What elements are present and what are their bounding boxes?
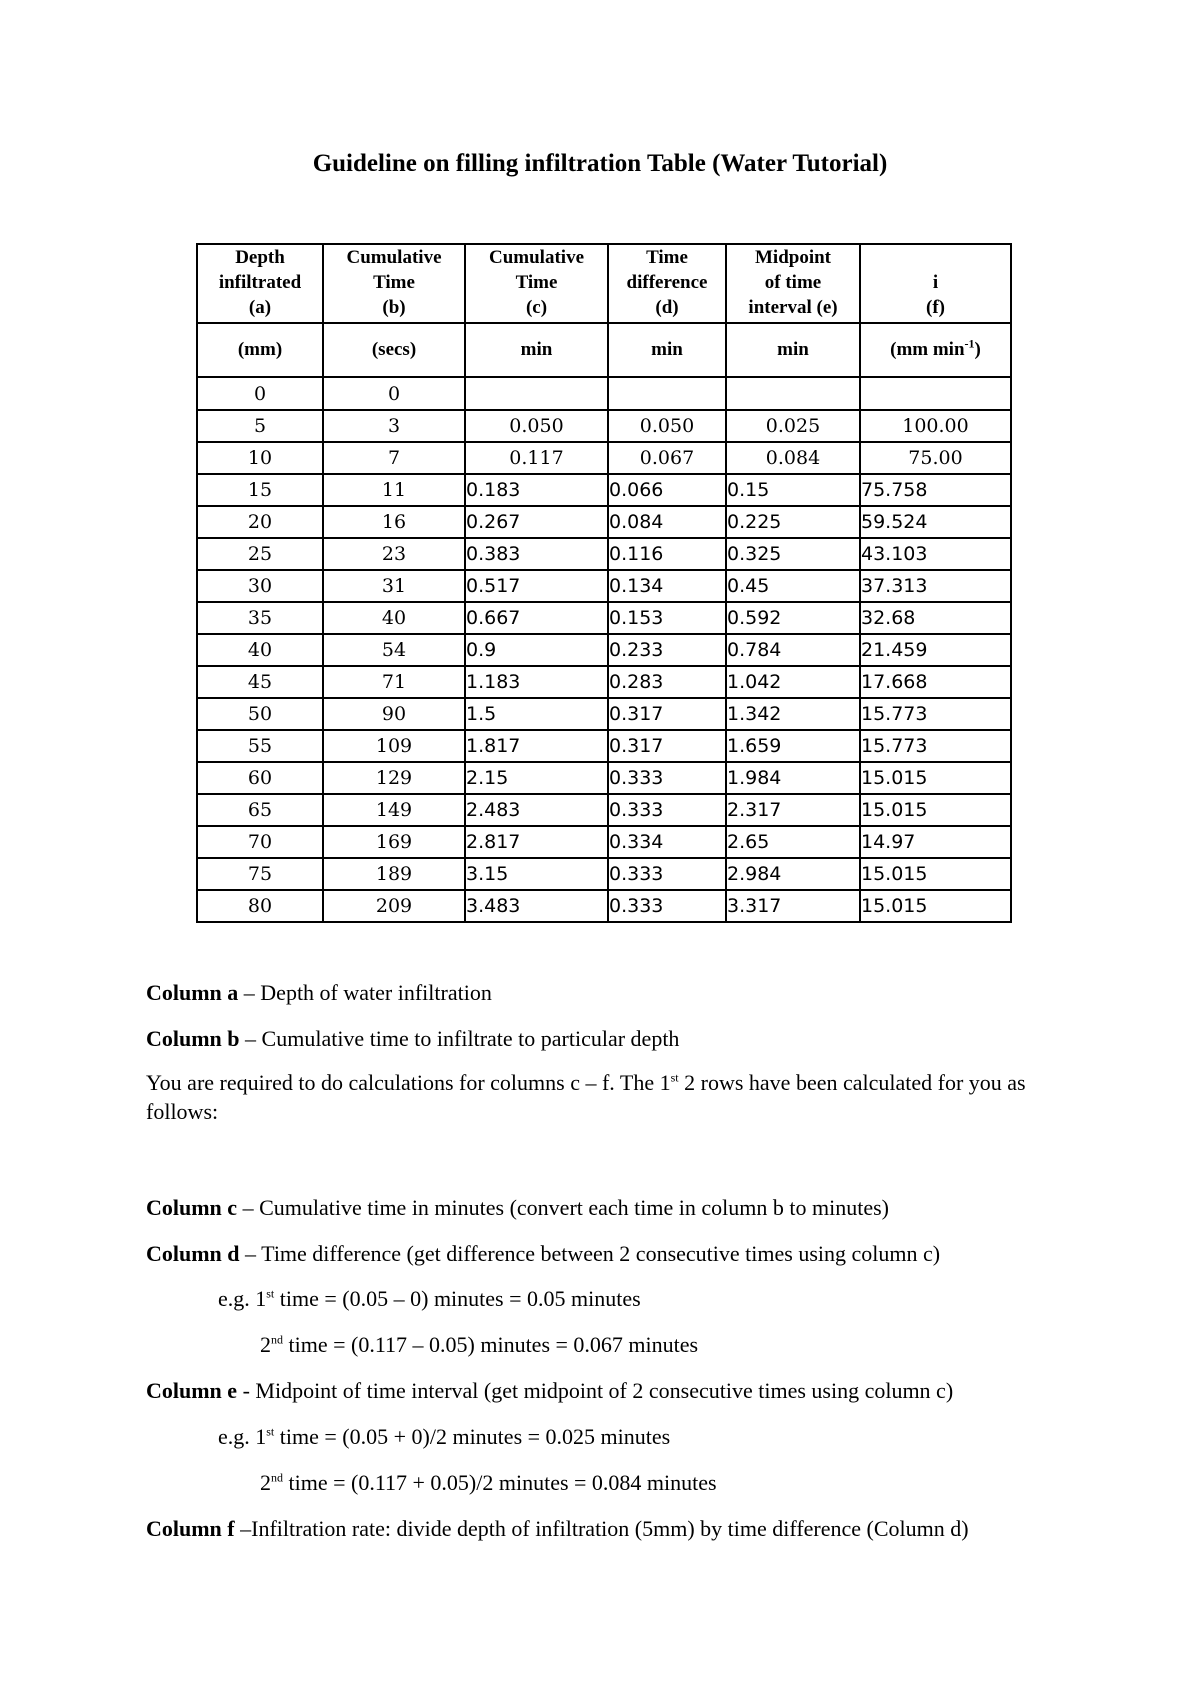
header-line: infiltrated (218, 272, 302, 293)
header-line: (b) (382, 297, 406, 318)
table-row (197, 634, 1011, 666)
header-line: Time (515, 272, 558, 293)
column-a-text: – Depth of water infiltration (238, 980, 492, 1005)
header-line: i (932, 272, 939, 293)
table-body (197, 377, 1011, 922)
table-cell: 40 (323, 602, 465, 634)
instruction-part-2: 2 rows have been calculated for you as follows: (146, 1070, 1026, 1124)
example-number: 2 (260, 1470, 271, 1495)
table-cell: 0.233 (608, 634, 726, 666)
table-row (197, 474, 1011, 506)
header-line: (c) (525, 297, 548, 318)
table-cell: 0.592 (726, 602, 860, 634)
table-cell: 35 (197, 602, 323, 634)
header-line: (f) (926, 297, 945, 318)
table-cell: 60 (197, 762, 323, 794)
table-row (197, 730, 1011, 762)
example-text: time = (0.117 + 0.05)/2 minutes = 0.084 minutes (283, 1470, 717, 1495)
table-cell: 55 (197, 730, 323, 762)
note-column-e (146, 1378, 953, 1404)
table-cell: 30 (197, 570, 323, 602)
table-cell: 11 (323, 474, 465, 506)
header-line: Cumulative (346, 247, 442, 268)
table-cell: 0.025 (726, 410, 860, 442)
header-line: (a) (248, 297, 272, 318)
table-cell: 1.984 (726, 762, 860, 794)
table-cell: 0.117 (465, 442, 608, 474)
table-cell: 209 (323, 890, 465, 922)
table-header (197, 244, 1011, 377)
table-cell: 90 (323, 698, 465, 730)
table-cell: 2.817 (465, 826, 608, 858)
table-cell: 31 (323, 570, 465, 602)
example-superscript: nd (271, 1332, 283, 1347)
table-cell: 75 (197, 858, 323, 890)
infiltration-table (196, 243, 1012, 923)
table-cell: 75.758 (860, 474, 1011, 506)
table-cell: 0.084 (608, 506, 726, 538)
table-cell: 37.313 (860, 570, 1011, 602)
table-cell: 80 (197, 890, 323, 922)
table-cell: 65 (197, 794, 323, 826)
table-row (197, 794, 1011, 826)
table-cell: 23 (323, 538, 465, 570)
table-cell: 3.15 (465, 858, 608, 890)
column-e-example-2 (260, 1470, 717, 1496)
header-cell (465, 244, 608, 323)
table-cell: 25 (197, 538, 323, 570)
table-cell: 14.97 (860, 826, 1011, 858)
table-cell: 0.153 (608, 602, 726, 634)
table-cell: 75.00 (860, 442, 1011, 474)
table-cell: 0.317 (608, 730, 726, 762)
unit-cell (860, 323, 1011, 377)
table-cell: 3.317 (726, 890, 860, 922)
table-cell: 16 (323, 506, 465, 538)
table-cell: 17.668 (860, 666, 1011, 698)
table-cell: 0.050 (465, 410, 608, 442)
table-cell: 2.483 (465, 794, 608, 826)
table-row (197, 666, 1011, 698)
table-row (197, 826, 1011, 858)
table-cell (465, 377, 608, 410)
table-cell (860, 377, 1011, 410)
table-cell: 1.042 (726, 666, 860, 698)
example-superscript: st (266, 1424, 275, 1439)
table-cell: 2.984 (726, 858, 860, 890)
header-line: Time (646, 247, 688, 268)
table-cell: 0.050 (608, 410, 726, 442)
table-cell: 15 (197, 474, 323, 506)
table-cell: 169 (323, 826, 465, 858)
header-line: Time (373, 272, 415, 293)
column-f-label: Column f (146, 1516, 235, 1541)
table-cell: 59.524 (860, 506, 1011, 538)
table-cell: 0.084 (726, 442, 860, 474)
table-cell: 20 (197, 506, 323, 538)
column-b-text: – Cumulative time to infiltrate to particular depth (239, 1026, 680, 1051)
table-cell: 0.333 (608, 890, 726, 922)
unit-cell (323, 323, 465, 377)
table-cell: 0.267 (465, 506, 608, 538)
column-d-example-1 (218, 1286, 641, 1312)
header-line: of time (764, 272, 822, 293)
header-line: Depth (235, 247, 285, 268)
column-f-text: –Infiltration rate: divide depth of infiltration (5mm) by time difference (Column d) (234, 1516, 969, 1541)
header-line: difference (626, 272, 708, 293)
unit-label: min (520, 339, 553, 360)
table-cell: 5 (197, 410, 323, 442)
column-b-label: Column b (146, 1026, 240, 1051)
note-column-d (146, 1241, 940, 1267)
table-cell (726, 377, 860, 410)
table-cell: 10 (197, 442, 323, 474)
table-cell: 45 (197, 666, 323, 698)
column-e-label: Column e (146, 1378, 238, 1403)
header-cell (323, 244, 465, 323)
table-cell: 32.68 (860, 602, 1011, 634)
unit-superscript: -1 (964, 336, 975, 351)
header-line: Midpoint (754, 247, 832, 268)
table-cell: 0.116 (608, 538, 726, 570)
table-cell (608, 377, 726, 410)
note-column-b (146, 1026, 679, 1052)
table-cell: 21.459 (860, 634, 1011, 666)
unit-label: (secs) (371, 339, 417, 360)
table-cell: 0.317 (608, 698, 726, 730)
table-cell: 50 (197, 698, 323, 730)
table-cell: 70 (197, 826, 323, 858)
table-cell: 2.15 (465, 762, 608, 794)
header-cell (860, 244, 1011, 323)
header-cell (726, 244, 860, 323)
table-cell: 0.225 (726, 506, 860, 538)
table-row (197, 890, 1011, 922)
table-cell: 1.342 (726, 698, 860, 730)
table-cell: 0 (323, 377, 465, 410)
column-d-label: Column d (146, 1241, 240, 1266)
table-cell: 100.00 (860, 410, 1011, 442)
table-cell: 54 (323, 634, 465, 666)
unit-label: (mm) (237, 339, 283, 360)
unit-cell (465, 323, 608, 377)
unit-close: ) (974, 339, 981, 360)
table-cell: 1.5 (465, 698, 608, 730)
table-cell: 0.333 (608, 794, 726, 826)
table-cell: 3 (323, 410, 465, 442)
table-cell: 0.45 (726, 570, 860, 602)
table-cell: 15.015 (860, 762, 1011, 794)
note-column-c (146, 1195, 889, 1221)
example-prefix: e.g. 1 (218, 1286, 267, 1311)
unit-cell (726, 323, 860, 377)
table-cell: 149 (323, 794, 465, 826)
column-c-label: Column c (146, 1195, 238, 1220)
column-c-text: – Cumulative time in minutes (convert each time in column b to minutes) (237, 1195, 889, 1220)
column-a-label: Column a (146, 980, 239, 1005)
example-text: time = (0.05 + 0)/2 minutes = 0.025 minutes (274, 1424, 671, 1449)
table-row (197, 506, 1011, 538)
page-title: Guideline on filling infiltration Table (Water Tutorial) (312, 150, 888, 177)
note-column-a (146, 980, 492, 1006)
instruction-superscript: st (670, 1070, 679, 1085)
table-row (197, 442, 1011, 474)
table-cell: 0.067 (608, 442, 726, 474)
table-cell: 15.773 (860, 698, 1011, 730)
header-cell (197, 244, 323, 323)
table-cell: 1.659 (726, 730, 860, 762)
table-cell: 71 (323, 666, 465, 698)
table-cell: 0.283 (608, 666, 726, 698)
table-cell: 2.65 (726, 826, 860, 858)
table-row (197, 602, 1011, 634)
header-cell (608, 244, 726, 323)
table-cell: 15.773 (860, 730, 1011, 762)
column-d-example-2 (260, 1332, 698, 1358)
example-text: time = (0.05 – 0) minutes = 0.05 minutes (274, 1286, 641, 1311)
table-cell: 2.317 (726, 794, 860, 826)
table-cell: 0.784 (726, 634, 860, 666)
table-cell: 129 (323, 762, 465, 794)
example-superscript: st (266, 1286, 275, 1301)
table-cell: 43.103 (860, 538, 1011, 570)
table-cell: 0.9 (465, 634, 608, 666)
table-cell: 189 (323, 858, 465, 890)
table-cell: 109 (323, 730, 465, 762)
table-cell: 0.134 (608, 570, 726, 602)
table-cell: 0 (197, 377, 323, 410)
table-cell: 0.066 (608, 474, 726, 506)
table-cell: 7 (323, 442, 465, 474)
table-cell: 0.333 (608, 762, 726, 794)
note-column-f (146, 1516, 969, 1542)
table-cell: 0.667 (465, 602, 608, 634)
table-row (197, 410, 1011, 442)
header-line: (d) (655, 297, 679, 318)
table-cell: 1.817 (465, 730, 608, 762)
table-cell: 3.483 (465, 890, 608, 922)
header-line: Cumulative (489, 247, 584, 268)
column-e-example-1 (218, 1424, 670, 1450)
instruction-part-1: You are required to do calculations for columns c – f. The 1 (146, 1070, 671, 1095)
table-row (197, 762, 1011, 794)
table-cell: 0.383 (465, 538, 608, 570)
table-row (197, 570, 1011, 602)
header-line: interval (e) (748, 297, 838, 318)
unit-cell (608, 323, 726, 377)
table-cell: 15.015 (860, 794, 1011, 826)
unit-label: min (777, 339, 809, 360)
table-cell: 1.183 (465, 666, 608, 698)
example-number: 2 (260, 1332, 271, 1357)
table-row (197, 858, 1011, 890)
table-cell: 0.325 (726, 538, 860, 570)
table-cell: 0.15 (726, 474, 860, 506)
table-cell: 0.333 (608, 858, 726, 890)
column-d-text: – Time difference (get difference between 2 consecutive times using column c) (239, 1241, 941, 1266)
instruction-text (146, 1068, 1066, 1126)
table-cell: 40 (197, 634, 323, 666)
example-text: time = (0.117 – 0.05) minutes = 0.067 minutes (283, 1332, 699, 1357)
table-row (197, 698, 1011, 730)
table-cell: 0.183 (465, 474, 608, 506)
unit-label: min (651, 339, 683, 360)
example-superscript: nd (271, 1470, 283, 1485)
column-e-text: - Midpoint of time interval (get midpoint of 2 consecutive times using column c) (237, 1378, 954, 1403)
table-row (197, 538, 1011, 570)
example-prefix: e.g. 1 (218, 1424, 267, 1449)
unit-cell (197, 323, 323, 377)
table-row (197, 377, 1011, 410)
table-cell: 0.517 (465, 570, 608, 602)
table-cell: 0.334 (608, 826, 726, 858)
unit-label: (mm min (890, 339, 965, 360)
table-cell: 15.015 (860, 890, 1011, 922)
table-cell: 15.015 (860, 858, 1011, 890)
